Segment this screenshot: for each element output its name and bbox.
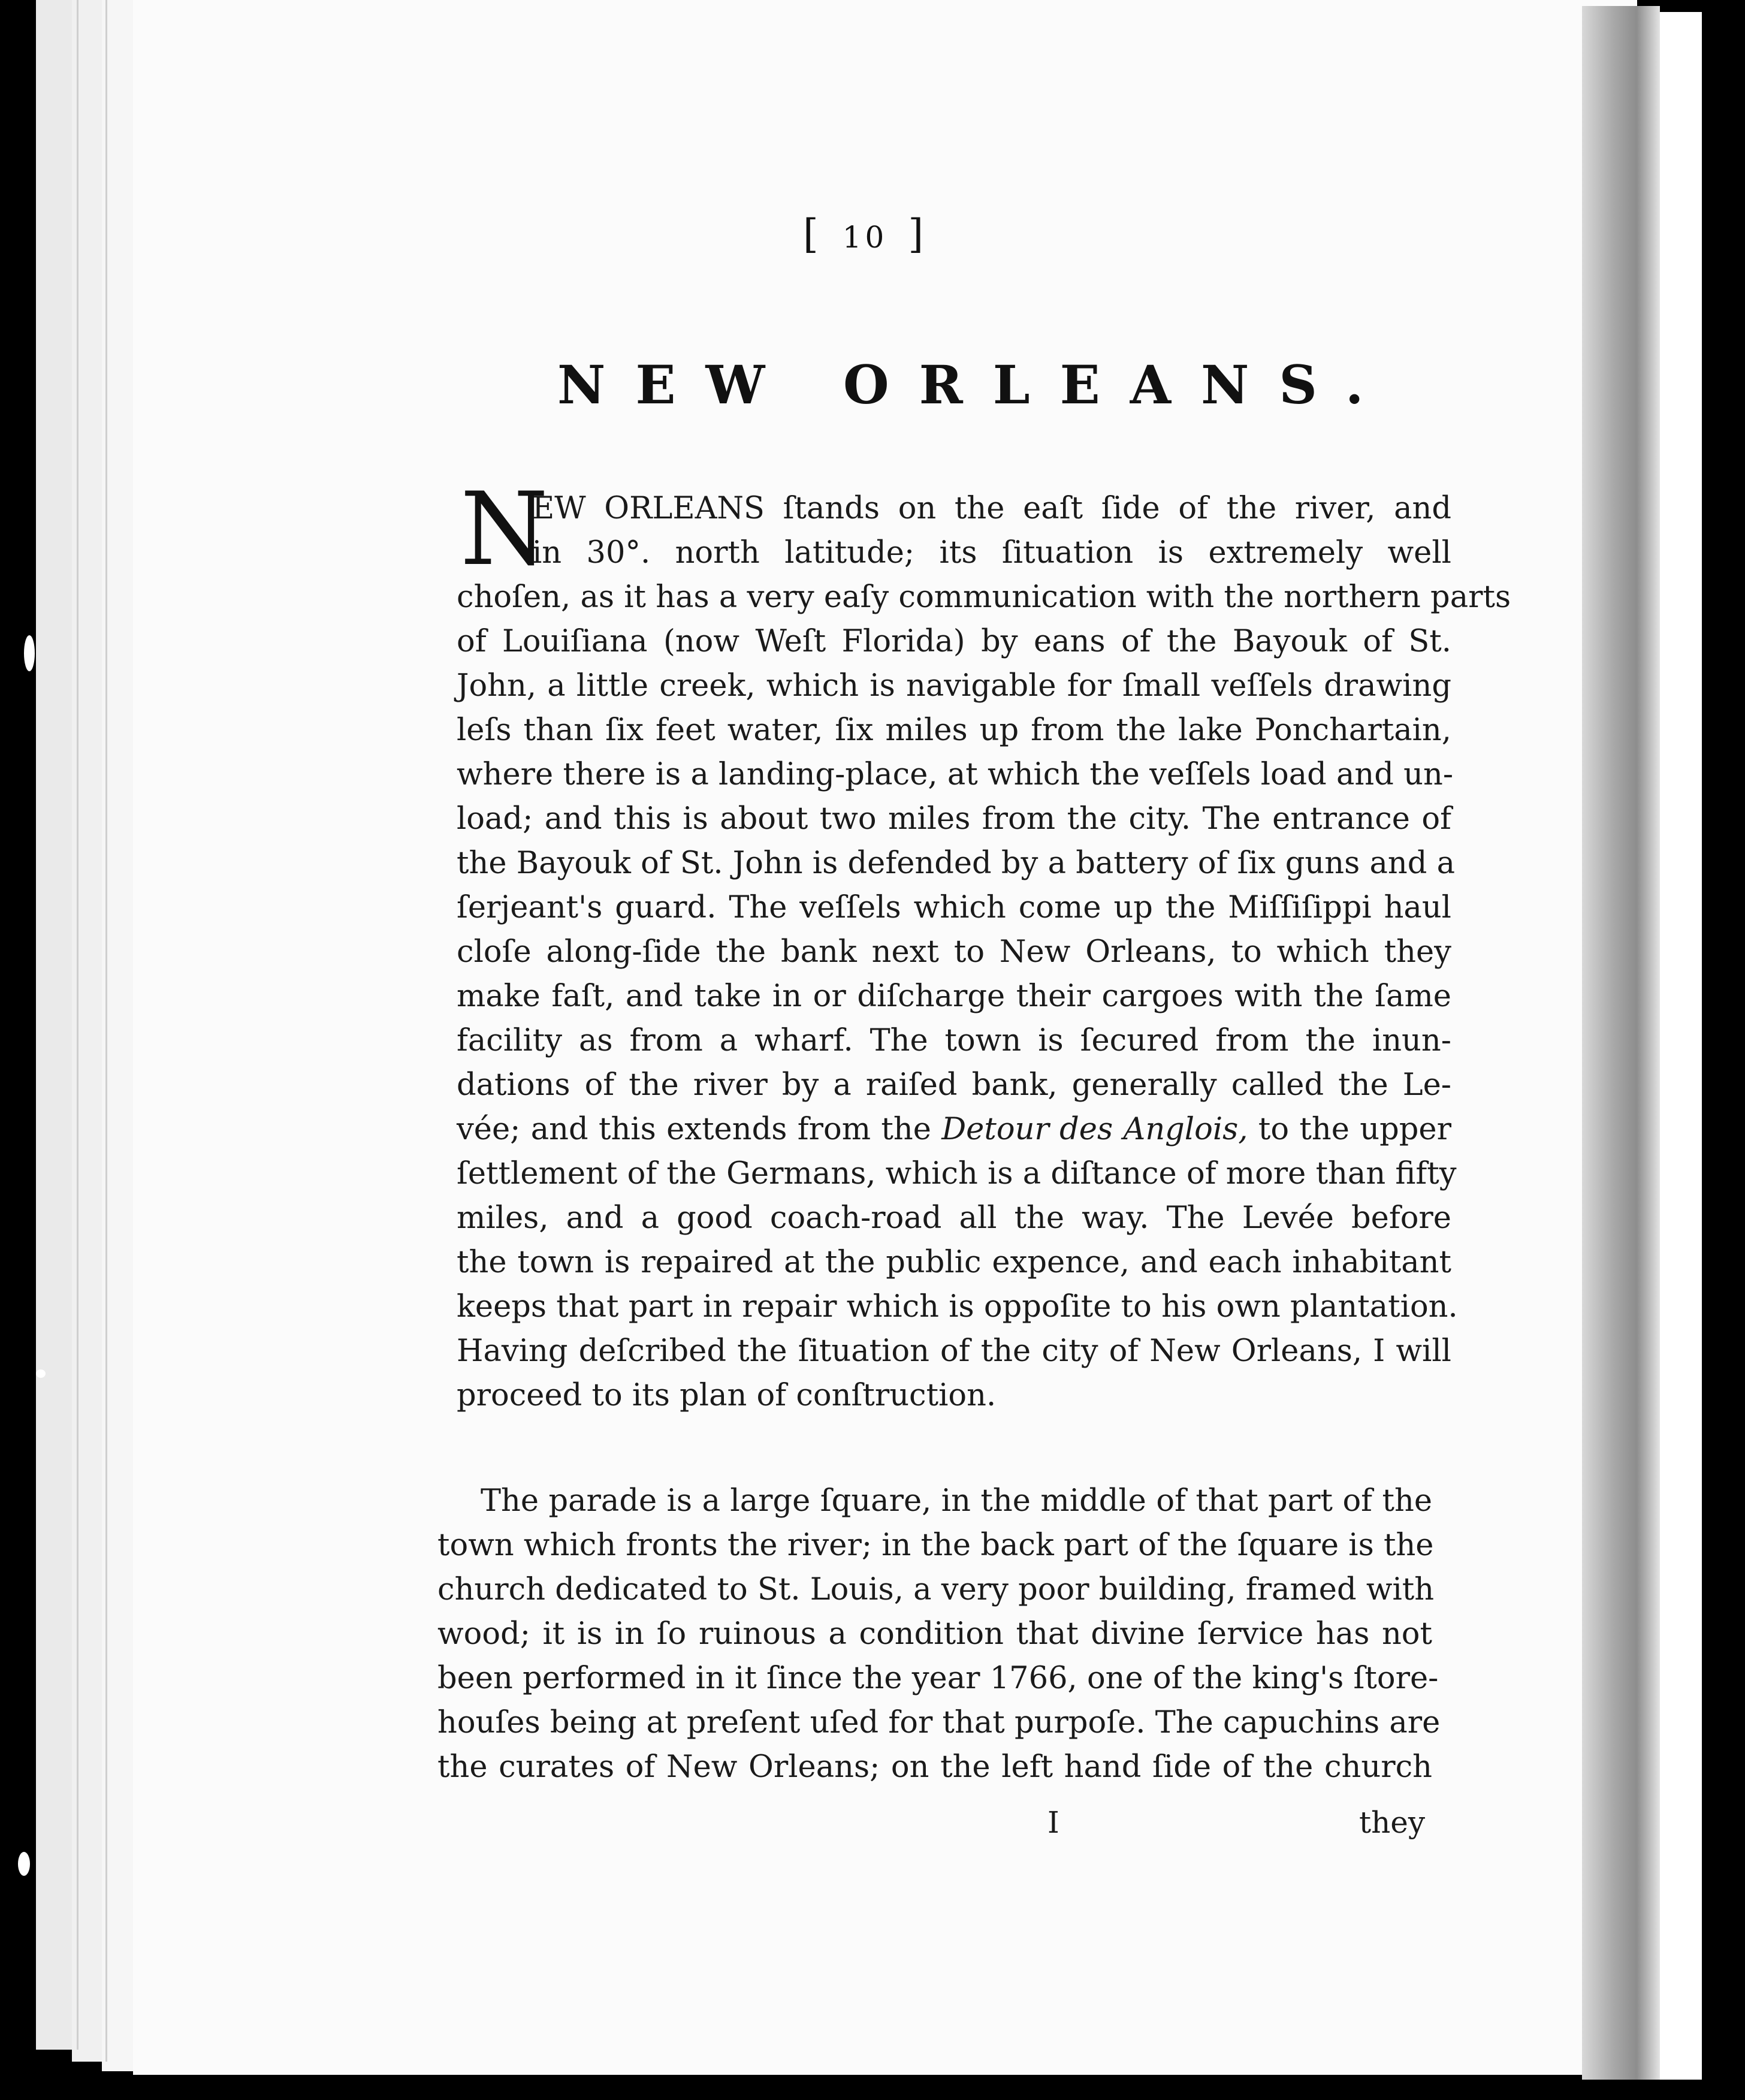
folio-number: 10: [842, 220, 888, 255]
speck: [36, 1369, 46, 1378]
folio-open-bracket: [: [803, 211, 822, 257]
paragraph-2: [437, 1479, 1441, 1790]
text-line: ſettlement of the Germans, which is a diſtance of more than fifty: [457, 1156, 1457, 1191]
page-gutter-shadow: [1582, 6, 1660, 2080]
drop-cap: N: [460, 470, 548, 588]
speck: [24, 635, 35, 671]
text-line: choſen, as it has a very eaſy communication with the northern parts: [457, 580, 1511, 615]
paragraph-1: [457, 487, 1511, 1418]
speck: [18, 1852, 30, 1876]
folio-close-bracket: ]: [908, 211, 928, 257]
text-line: John, a little creek, which is navigable for ſmall veſſels drawing: [457, 668, 1451, 704]
text-line: miles, and a good coach-road all the way. The Levée before: [457, 1200, 1451, 1236]
page-number: [803, 211, 1043, 257]
scan-border: [1702, 0, 1745, 2100]
text-line: The parade is a large ſquare, in the middle of that part of the: [481, 1483, 1432, 1519]
text-line: town which fronts the river; in the back part of the ſquare is the: [437, 1528, 1434, 1563]
italic-place-name: Detour des Anglois,: [941, 1112, 1248, 1147]
text-line: been performed in it ſince the year 1766, one of the king's ſtore-: [437, 1661, 1439, 1696]
text-run: to the upper: [1248, 1112, 1451, 1147]
signature-mark: I: [1047, 1805, 1059, 1840]
text-line: keeps that part in repair which is oppoſite to his own plantation.: [457, 1289, 1458, 1324]
text-line: the curates of New Orleans; on the left hand ſide of the church: [437, 1749, 1432, 1785]
text-line: of Louiſiana (now Weſt Florida) by eans of the Bayouk of St.: [457, 624, 1451, 659]
text-line: in 30°. north latitude; its ſituation is extremely well: [532, 535, 1451, 571]
text-line: ſerjeant's guard. The veſſels which come up the Miſſiſippi haul: [457, 890, 1451, 925]
text-line: cloſe along-ſide the bank next to New Orleans, to which they: [457, 934, 1451, 970]
text-line: dations of the river by a raiſed bank, generally called the Le-: [457, 1067, 1451, 1103]
catchword: they: [1359, 1805, 1426, 1840]
text-line: leſs than ſix feet water, ſix miles up from the lake Ponchartain,: [457, 713, 1451, 748]
text-line: make faſt, and take in or diſcharge their cargoes with the ſame: [457, 979, 1451, 1014]
page-stack-line: [77, 0, 79, 2050]
text-line: Having deſcribed the ſituation of the city of New Orleans, I will: [457, 1333, 1451, 1369]
text-line: load; and this is about two miles from the city. The entrance of: [457, 801, 1451, 837]
page-stack-line: [105, 0, 107, 2062]
text-line: EW ORLEANS ſtands on the eaſt ſide of the river, and: [532, 491, 1451, 526]
chapter-title: NEW ORLEANS.: [557, 354, 1394, 416]
text-line: church dedicated to St. Louis, a very poor building, framed with: [437, 1572, 1435, 1607]
text-line: wood; it is in ſo ruinous a condition that divine ſervice has not: [437, 1616, 1432, 1652]
page-stack-edge: [102, 0, 138, 2071]
text-line: facility as from a wharf. The town is ſecured from the inun-: [457, 1023, 1451, 1058]
text-line-with-italic: [457, 1108, 1451, 1152]
text-line: the town is repaired at the public expence, and each inhabitant: [457, 1245, 1451, 1280]
text-line: proceed to its plan of conſtruction.: [457, 1378, 997, 1413]
text-line: the Bayouk of St. John is defended by a battery of ſix guns and a: [457, 846, 1456, 881]
text-line: houſes being at preſent uſed for that purpoſe. The capuchins are: [437, 1705, 1441, 1740]
facing-page-edge: [1660, 12, 1702, 2080]
text-line: where there is a landing-place, at which the veſſels load and un-: [457, 757, 1454, 792]
text-run: vée; and this extends from the: [457, 1112, 942, 1147]
